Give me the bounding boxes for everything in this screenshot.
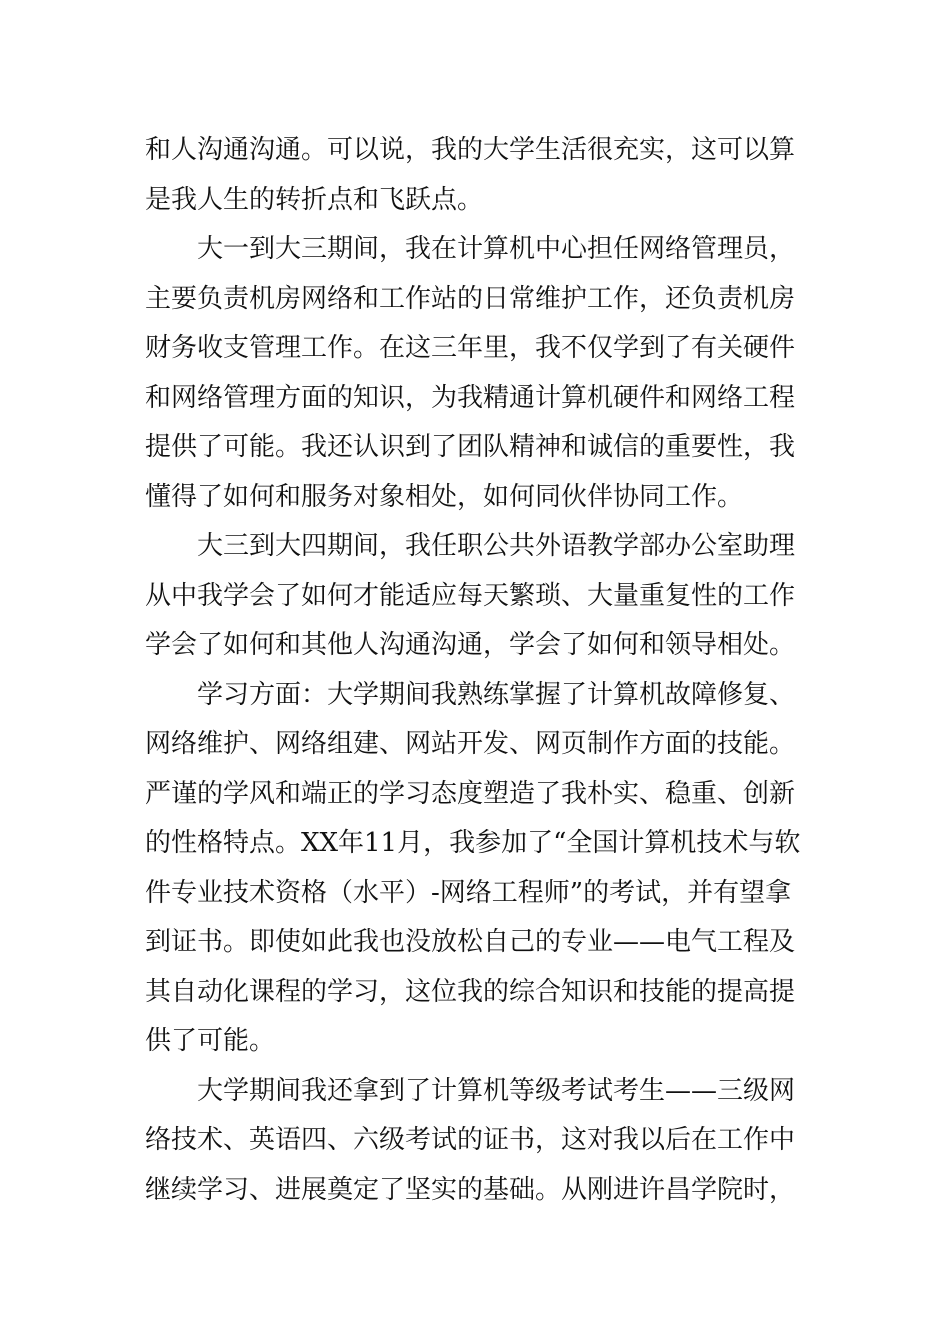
- text-line: 其自动化课程的学习，这位我的综合知识和技能的提高提: [145, 976, 796, 1007]
- text-line: 懂得了如何和服务对象相处，如何同伙伴协同工作。: [145, 481, 744, 512]
- paragraph-start-line: 大学期间我还拿到了计算机等级考试考生——三级网: [197, 1075, 796, 1106]
- text-line: 到证书。即使如此我也没放松自己的专业——电气工程及: [145, 927, 796, 957]
- text-line: 和人沟通沟通。可以说，我的大学生活很充实，这可以算: [145, 135, 796, 165]
- text-line: 网络维护、网络组建、网站开发、网页制作方面的技能。: [145, 729, 796, 759]
- paragraph-start-line: 学习方面：大学期间我熟练掌握了计算机故障修复、: [197, 679, 796, 710]
- text-line: 学会了如何和其他人沟通沟通，学会了如何和领导相处。: [145, 630, 796, 660]
- text-line: 提供了可能。我还认识到了团队精神和诚信的重要性，我: [145, 432, 796, 462]
- paragraph-start-line: 大一到大三期间，我在计算机中心担任网络管理员，: [197, 234, 796, 264]
- text-line: 和网络管理方面的知识，为我精通计算机硬件和网络工程: [145, 382, 796, 413]
- text-line: 主要负责机房网络和工作站的日常维护工作，还负责机房: [145, 283, 796, 314]
- text-line: 络技术、英语四、六级考试的证书，这对我以后在工作中: [145, 1125, 796, 1155]
- text-line: 继续学习、进展奠定了坚实的基础。从刚进许昌学院时，: [145, 1174, 796, 1205]
- text-line: 财务收支管理工作。在这三年里，我不仅学到了有关硬件: [145, 333, 796, 363]
- text-line: 件专业技术资格（水平）-网络工程师”的考试，并有望拿: [145, 877, 792, 908]
- text-line: 是我人生的转折点和飞跃点。: [145, 184, 484, 215]
- text-line: 从中我学会了如何才能适应每天繁琐、大量重复性的工作: [145, 580, 796, 611]
- text-line: 供了可能。: [145, 1026, 276, 1056]
- text-line: 的性格特点。XX年11月，我参加了“全国计算机技术与软: [145, 828, 801, 858]
- paragraph-start-line: 大三到大四期间，我任职公共外语教学部办公室助理: [197, 531, 796, 561]
- body-text: [145, 126, 815, 1215]
- text-line: 严谨的学风和端正的学习态度塑造了我朴实、稳重、创新: [145, 778, 796, 809]
